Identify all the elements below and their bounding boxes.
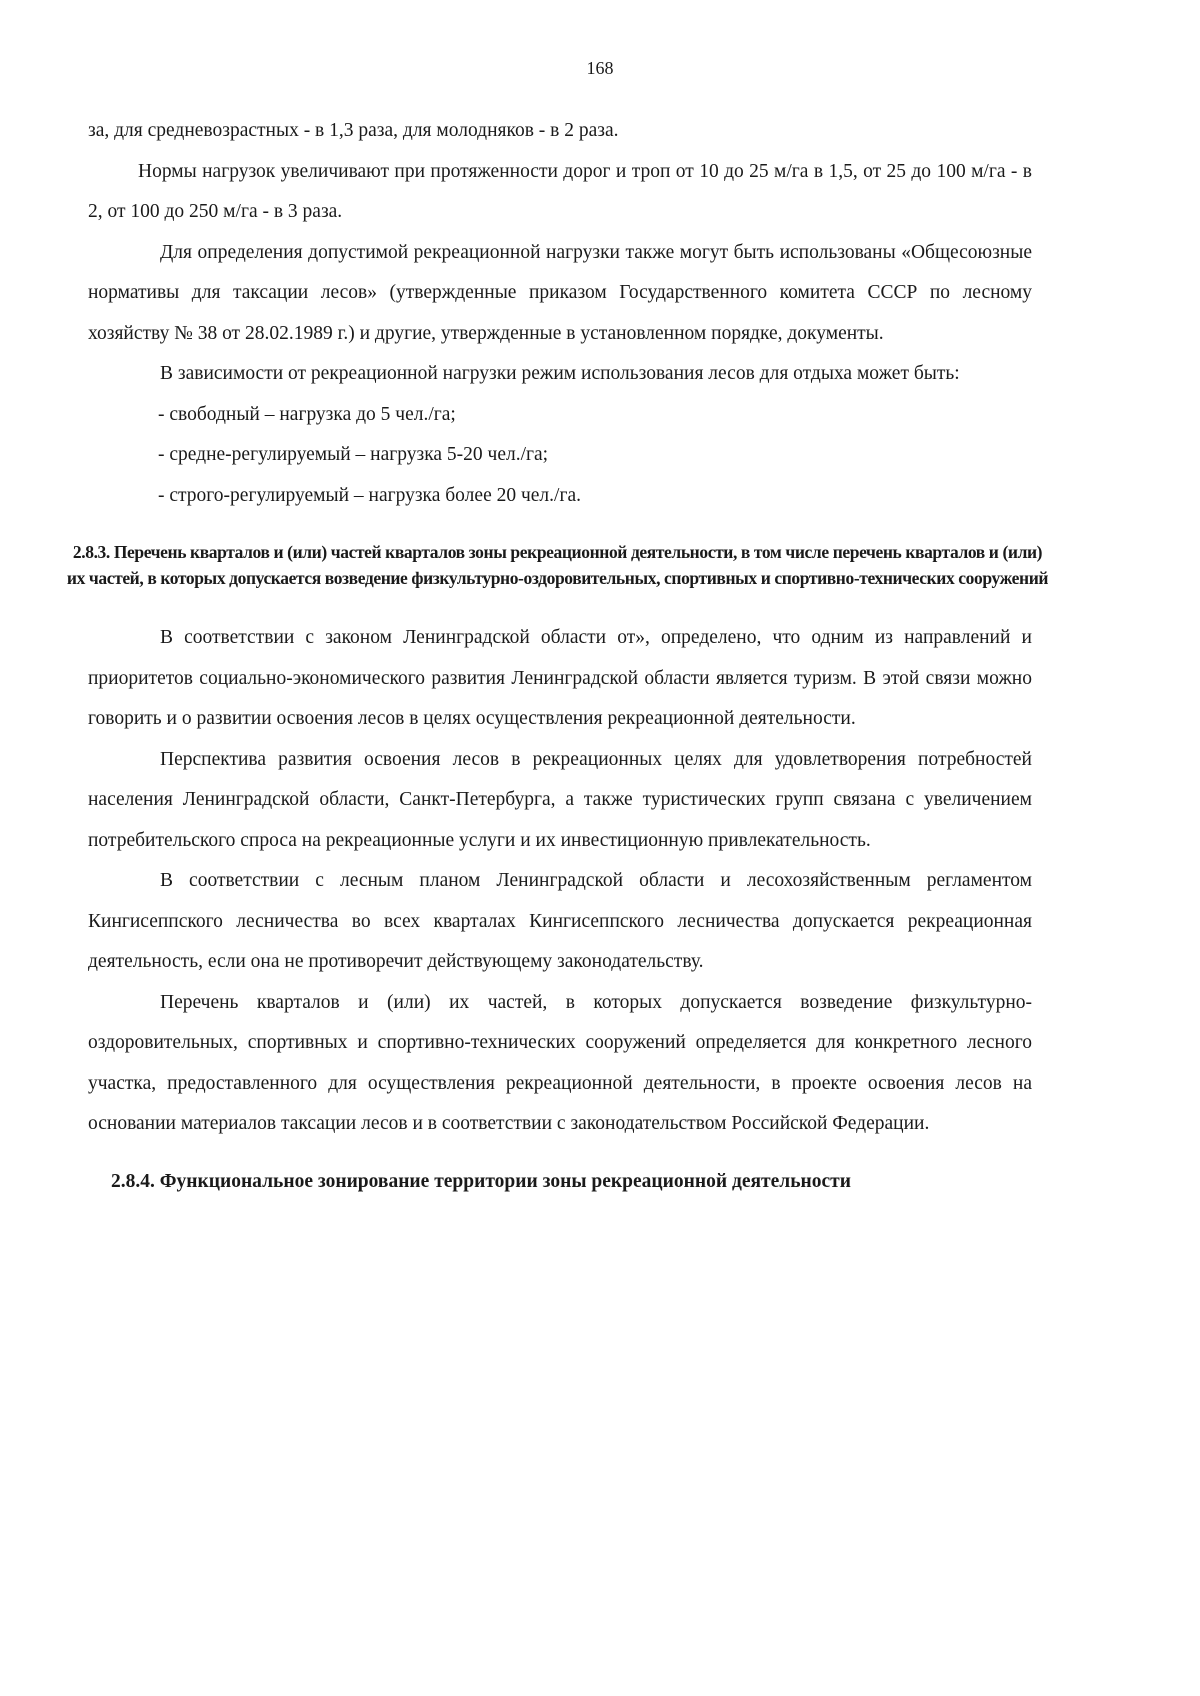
paragraph: за, для средневозрастных - в 1,3 раза, для молодняков - в 2 раза.: [88, 120, 619, 141]
page-number: 168: [586, 58, 614, 78]
list-item: - строго-регулируемый – нагрузка более 20 чел./га.: [158, 484, 581, 506]
paragraph: Перспектива развития освоения лесов в рекреационных целях для удовлетворения потребностей населения Ленинградской области, Санкт-Петербурга, а также туристических групп связана с увеличением потребительского спроса на рекреационные услуги и их инвестиционную привлекательность.: [88, 748, 1032, 851]
list-item: - свободный – нагрузка до 5 чел./га;: [158, 403, 456, 425]
list-item: - средне-регулируемый – нагрузка 5-20 чел./га;: [158, 444, 549, 465]
paragraph: Нормы нагрузок увеличивают при протяженности дорог и троп от 10 до 25 м/га в 1,5, от 25 до 100 м/га - в 2, от 100 до 250 м/га - в 3 раза.: [88, 160, 1032, 222]
paragraph: Перечень кварталов и (или) их частей, в которых допускается возведение физкультурно-оздоровительных, спортивных и спортивно-технических сооружений определяется для конкретного лесного участка, предоставленного для осуществления рекреационной деятельности, в проекте освоения лесов на основании материалов таксации лесов и в соответствии с законодательством Российской Федерации.: [88, 991, 1032, 1134]
section-heading-2-8-4: 2.8.4. Функциональное зонирование территории зоны рекреационной деятельности: [111, 1170, 851, 1192]
regime-list: [88, 395, 1032, 517]
paragraph: В зависимости от рекреационной нагрузки режим использования лесов для отдыха может быть:: [160, 363, 960, 384]
paragraph: В соответствии с законом Ленинградской области от», определено, что одним из направлений и приоритетов социально-экономического развития Ленинградской области является туризм. В этой связи можно говорить и о развитии освоения лесов в целях осуществления рекреационной деятельности.: [88, 627, 1032, 729]
paragraph: Для определения допустимой рекреационной нагрузки также могут быть использованы «Общесоюзные нормативы для таксации лесов» (утвержденные приказом Государственного комитета СССР по лесному хозяйству № 38 от 28.02.1989 г.) и другие, утвержденные в установленном порядке, документы.: [88, 241, 1032, 344]
document-body: [66, 111, 1049, 1202]
paragraph: В соответствии с лесным планом Ленинградской области и лесохозяйственным регламентом Кингисеппского лесничества во всех кварталах Кингисеппского лесничества допускается рекреационная деятельность, если она не противоречит действующему законодательству.: [88, 870, 1032, 972]
section-heading-2-8-3: 2.8.3. Перечень кварталов и (или) частей кварталов зоны рекреационной деятельности, в том числе перечень кварталов и (или) их частей, в которых допускается возведение физкультурно-оздоровительных, спортивных и спортивно-технических сооружений: [66, 542, 1049, 588]
